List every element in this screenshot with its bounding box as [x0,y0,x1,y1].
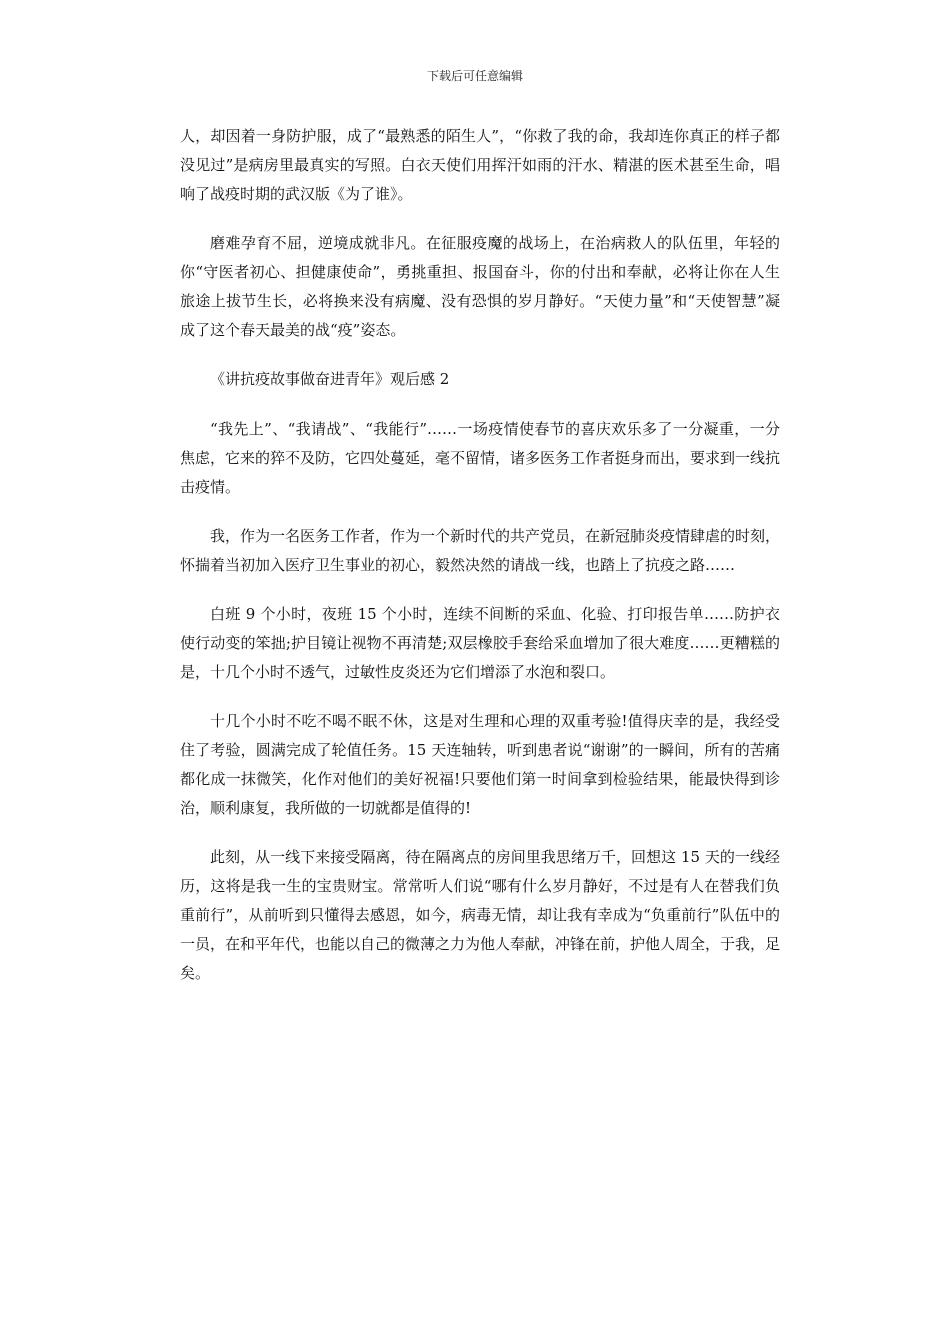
paragraph: 此刻，从一线下来接受隔离，待在隔离点的房间里我思绪万千，回想这 15 天的一线经历，这将是我一生的宝贵财宝。常常听人们说“哪有什么岁月静好，不过是有人在替我们负重前行”，从前听到只懂得去感恩，如今，病毒无情，却让我有幸成为“负重前行”队伍中的一员，在和平年代，也能以自己的微薄之力为他人奉献，冲锋在前，护他人周全，于我，足矣。 [180,848,781,982]
paragraph: 磨难孕育不屈，逆境成就非凡。在征服疫魔的战场上，在治病救人的队伍里，年轻的你“守医者初心、担健康使命”，勇挑重担、报国奋斗，你的付出和奉献，必将让你在人生旅途上拔节生长，必将换来没有病魔、没有恐惧的岁月静好。“天使力量”和“天使智慧”凝成了这个春天最美的战“疫”姿态。 [180,234,780,339]
document-body [180,122,780,1008]
paragraph: 白班 9 个小时，夜班 15 个小时，连续不间断的采血、化验、打印报告单……防护衣使行动变的笨拙;护目镜让视物不再清楚;双层橡胶手套给采血增加了很大难度……更糟糕的是，十几个小时不透气，过敏性皮炎还为它们增添了水泡和裂口。 [180,605,780,681]
paragraph: 我，作为一名医务工作者，作为一个新时代的共产党员，在新冠肺炎疫情肆虐的时刻，怀揣着当初加入医疗卫生事业的初心，毅然决然的请战一线，也踏上了抗疫之路…… [180,527,781,574]
paragraph: 十几个小时不吃不喝不眠不休，这是对生理和心理的双重考验!值得庆幸的是，我经受住了考验，圆满完成了轮值任务。15 天连轴转，听到患者说“谢谢”的一瞬间，所有的苦痛都化成一抹微笑，化作对他们的美好祝福!只要他们第一时间拿到检验结果，能最快得到诊治，顺利康复，我所做的一切就都是值得的! [180,712,780,817]
paragraph: “我先上”、“我请战”、“我能行”……一场疫情使春节的喜庆欢乐多了一分凝重，一分焦虑，它来的猝不及防，它四处蔓延，毫不留情，诸多医务工作者挺身而出，要求到一线抗击疫情。 [180,420,781,496]
paragraph-continuation: 人，却因着一身防护服，成了“最熟悉的陌生人”，“你救了我的命，我却连你真正的样子都没见过”是病房里最真实的写照。白衣天使们用挥汗如雨的汗水、精湛的医术甚至生命，唱响了战疫时期的武汉版《为了谁》。 [180,127,780,203]
section-title: 《讲抗疫故事做奋进青年》观后感 2 [210,370,450,388]
page-header-note: 下载后可任意编辑 [426,69,523,83]
